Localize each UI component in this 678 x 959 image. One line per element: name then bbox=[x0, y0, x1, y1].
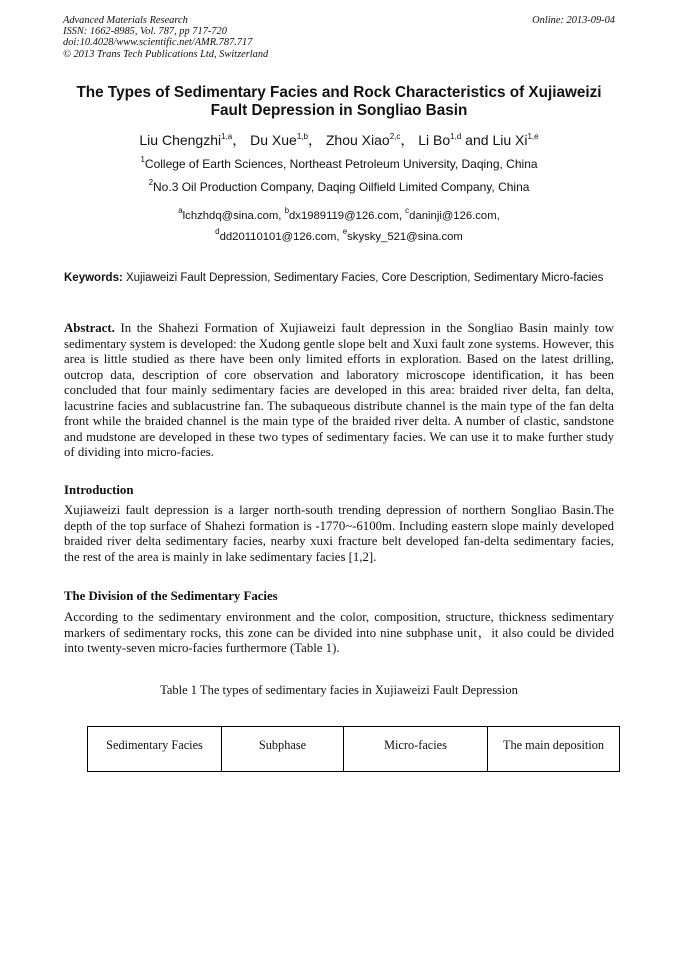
affiliation-sup: 1 bbox=[140, 155, 145, 164]
section-heading-division: The Division of the Sedimentary Facies bbox=[64, 589, 278, 603]
author-sup: 1,e bbox=[527, 132, 539, 141]
author-list bbox=[40, 131, 638, 149]
author-name: Du Xue bbox=[250, 132, 297, 148]
author-name: Liu Xi bbox=[492, 132, 528, 148]
title-line-2: Fault Depression in Songliao Basin bbox=[210, 102, 468, 119]
email-line-1 bbox=[40, 206, 638, 223]
affiliation-2 bbox=[40, 180, 638, 195]
author-sup: 1,a bbox=[221, 132, 233, 141]
doi-line: doi:10.4028/www.scientific.net/AMR.787.717 bbox=[63, 37, 253, 49]
section-heading-introduction: Introduction bbox=[64, 483, 134, 497]
facies-table bbox=[87, 726, 620, 772]
email-sup: b bbox=[284, 206, 290, 215]
email-sup: e bbox=[342, 227, 348, 236]
email-sup: d bbox=[215, 227, 220, 236]
author-separator: and bbox=[461, 132, 493, 148]
keywords bbox=[64, 271, 614, 286]
email-text: dd20110101@126.com, bbox=[219, 231, 343, 243]
table-caption: Table 1 The types of sedimentary facies in Xujiaweizi Fault Depression bbox=[160, 683, 518, 697]
keywords-text: Xujiaweizi Fault Depression, Sedimentary Facies, Core Description, Sedimentary Micro-facies bbox=[122, 272, 604, 284]
paper-title bbox=[40, 84, 638, 120]
email-sup: c bbox=[405, 206, 410, 215]
title-line-1: The Types of Sedimentary Facies and Rock Characteristics of Xujiaweizi bbox=[76, 84, 602, 101]
introduction-paragraph: Xujiaweizi fault depression is a larger north-south trending depression of northern Songliao Basin.The depth of the top surface of Shahezi formation is -1770~-6100m. Including eastern slope mainly developed braided river delta sedimentary facies, nearby xuxi fracture belt developed fan-delta sedimentary facies, the rest of the area is mainly in lake sedimentary facies [1,2]. bbox=[64, 503, 614, 564]
abstract-text: In the Shahezi Formation of Xujiaweizi fault depression in the Songliao Basin mainly tow sedimentary system is developed: the Xudong gentle slope belt and Xuxi fault zone systems. However, this area is little studied as there have been only limited efforts in exploration. Based on the latest drilling, outcrop data, description of core observation and laboratory microscope identification, it has been concluded that four mainly sedimentary facies are developed in this area: braided river delta, fan delta, lacustrine facies and sublacustrine fan. The subaqueous distribute channel is the main type of the fan delta front while the braided channel is the main type of the braided river delta. A number of clastic, sandstone and mudstone are developed in these two types of sedimentary facies. We can use it to make further study of dividing into micro-facies. bbox=[64, 321, 614, 459]
email-sup: a bbox=[178, 206, 183, 215]
journal-name: Advanced Materials Research bbox=[63, 15, 188, 26]
affiliation-text: College of Earth Sciences, Northeast Petroleum University, Daqing, China bbox=[144, 157, 538, 171]
issn-line: ISSN: 1662-8985, Vol. 787, pp 717-720 bbox=[63, 26, 227, 38]
author-sup: 1,b bbox=[296, 132, 308, 141]
abstract-label: Abstract. bbox=[64, 321, 115, 335]
table-header-row bbox=[88, 727, 620, 772]
author-separator: ， bbox=[400, 132, 415, 148]
email-text: lchzhdq@sina.com, bbox=[182, 210, 285, 222]
author-sup: 2,c bbox=[389, 132, 401, 141]
author-separator: ， bbox=[307, 132, 322, 148]
affiliation-1 bbox=[40, 157, 638, 172]
journal-header bbox=[63, 15, 615, 60]
keywords-label: Keywords: bbox=[64, 272, 123, 284]
division-paragraph: According to the sedimentary environment and the color, composition, structure, thickness sedimentary markers of sedimentary rocks, this zone can be divided into nine subphase unit，it also could be divided into twenty-seven micro-facies furthermore (Table 1). bbox=[64, 610, 614, 655]
table-header-cell: Micro-facies bbox=[344, 727, 488, 772]
author-sup: 1,d bbox=[450, 132, 462, 141]
author-name: Li Bo bbox=[418, 132, 451, 148]
table-header-cell: Sedimentary Facies bbox=[88, 727, 222, 772]
email-line-2 bbox=[40, 227, 638, 244]
table-header-cell: The main deposition bbox=[488, 727, 620, 772]
email-text: daninji@126.com, bbox=[409, 210, 500, 222]
online-date: Online: 2013-09-04 bbox=[532, 15, 615, 26]
table-header-cell: Subphase bbox=[222, 727, 344, 772]
author-name: Zhou Xiao bbox=[325, 132, 390, 148]
affiliation-text: No.3 Oil Production Company, Daqing Oilfield Limited Company, China bbox=[153, 180, 530, 194]
affiliation-sup: 2 bbox=[148, 178, 154, 187]
email-text: dx1989119@126.com, bbox=[289, 210, 406, 222]
author-separator: ， bbox=[232, 132, 247, 148]
copyright-line: © 2013 Trans Tech Publications Ltd, Switzerland bbox=[63, 48, 269, 60]
abstract bbox=[64, 321, 614, 461]
email-text: skysky_521@sina.com bbox=[347, 231, 463, 243]
author-name: Liu Chengzhi bbox=[139, 132, 222, 148]
